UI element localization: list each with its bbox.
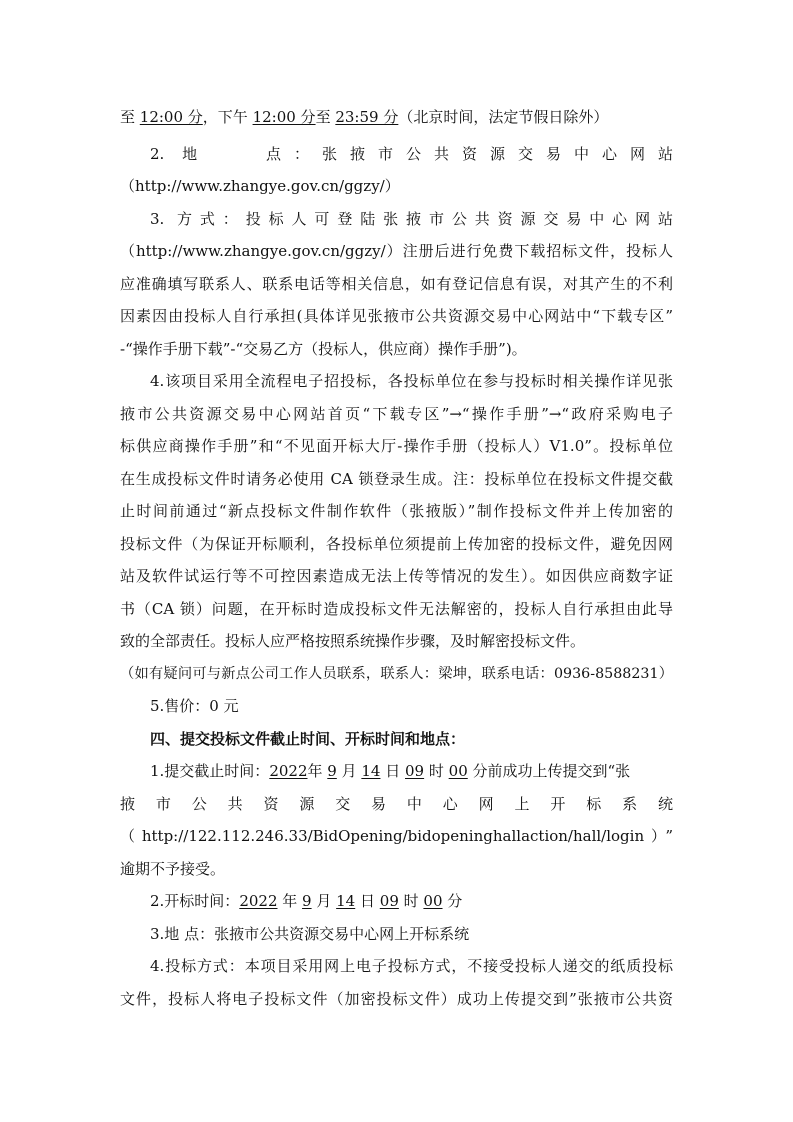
text-line: 书（CA 锁）问题，在开标时造成投标文件无法解密的，投标人自行承担由此导 (120, 600, 673, 618)
text-line: （http://www.zhangye.gov.cn/ggzy/）注册后进行免费下载招标文件，投标人 (120, 242, 673, 260)
text-line: 因素因由投标人自行承担(具体详见张掖市公共资源交易中心网站中“下载专区” (120, 307, 673, 325)
section-heading: 四、提交投标文件截止时间、开标时间和地点： (150, 730, 466, 748)
text-line: （http://122.112.246.33/BidOpening/bidopeninghallaction/hall/login）” (120, 827, 673, 845)
text-line: 在生成投标文件时请务必使用 CA 锁登录生成。注：投标单位在投标文件提交截 (120, 470, 673, 488)
text-line: 2. 地 点：张掖市公共资源交易中心网站 (150, 145, 673, 163)
contact-note: （如有疑问可与新点公司工作人员联系，联系人：梁坤，联系电话：0936-8588231） (120, 666, 673, 682)
text-line: 掖市公共资源交易中心网站首页“下载专区”→“操作手册”→“政府采购电子 (120, 405, 673, 423)
text-line: 3.地 点：张掖市公共资源交易中心网上开标系统 (150, 925, 470, 943)
text-line: -“操作手册下载”-“交易乙方（投标人，供应商）操作手册”)。 (120, 340, 527, 358)
text-line: 投标文件（为保证开标顺利，各投标单位须提前上传加密的投标文件，避免因网 (120, 535, 673, 553)
text-line: 标供应商操作手册”和“不见面开标大厅-操作手册（投标人）V1.0”。投标单位 (120, 437, 673, 455)
text-line: 致的全部责任。投标人应严格按照系统操作步骤，及时解密投标文件。 (120, 632, 586, 650)
text-line: 1.提交截止时间：2022年 9 月 14 日 09 时 00 分前成功上传提交到“张 (150, 762, 631, 780)
text-line: 止时间前通过“新点投标文件制作软件（张掖版）”制作投标文件并上传加密的 (120, 502, 673, 520)
text-line: 2.开标时间：2022 年 9 月 14 日 09 时 00 分 (150, 892, 463, 910)
text-line: 4.投标方式：本项目采用网上电子投标方式，不接受投标人递交的纸质投标 (150, 957, 673, 975)
text-line: 3. 方式：投标人可登陆张掖市公共资源交易中心网站 (150, 210, 673, 228)
text-line: 4.该项目采用全流程电子招投标，各投标单位在参与投标时相关操作详见张 (150, 372, 673, 390)
text-line: 应准确填写联系人、联系电话等相关信息，如有登记信息有误，对其产生的不利 (120, 275, 673, 293)
text-line: 站及软件试运行等不可控因素造成无法上传等情况的发生）。如因供应商数字证 (120, 567, 673, 585)
text-line: 至 12:00 分，下午 12:00 分至 23:59 分（北京时间，法定节假日除外） (120, 108, 609, 126)
text-line: 逾期不予接受。 (120, 860, 226, 878)
text-line: 5.售价：0 元 (150, 697, 239, 715)
text-line: （http://www.zhangye.gov.cn/ggzy/） (120, 177, 400, 195)
text-line: 掖市公共资源交易中心网上开标系统 (120, 795, 673, 813)
text-line: 文件，投标人将电子投标文件（加密投标文件）成功上传提交到”张掖市公共资 (120, 990, 673, 1008)
